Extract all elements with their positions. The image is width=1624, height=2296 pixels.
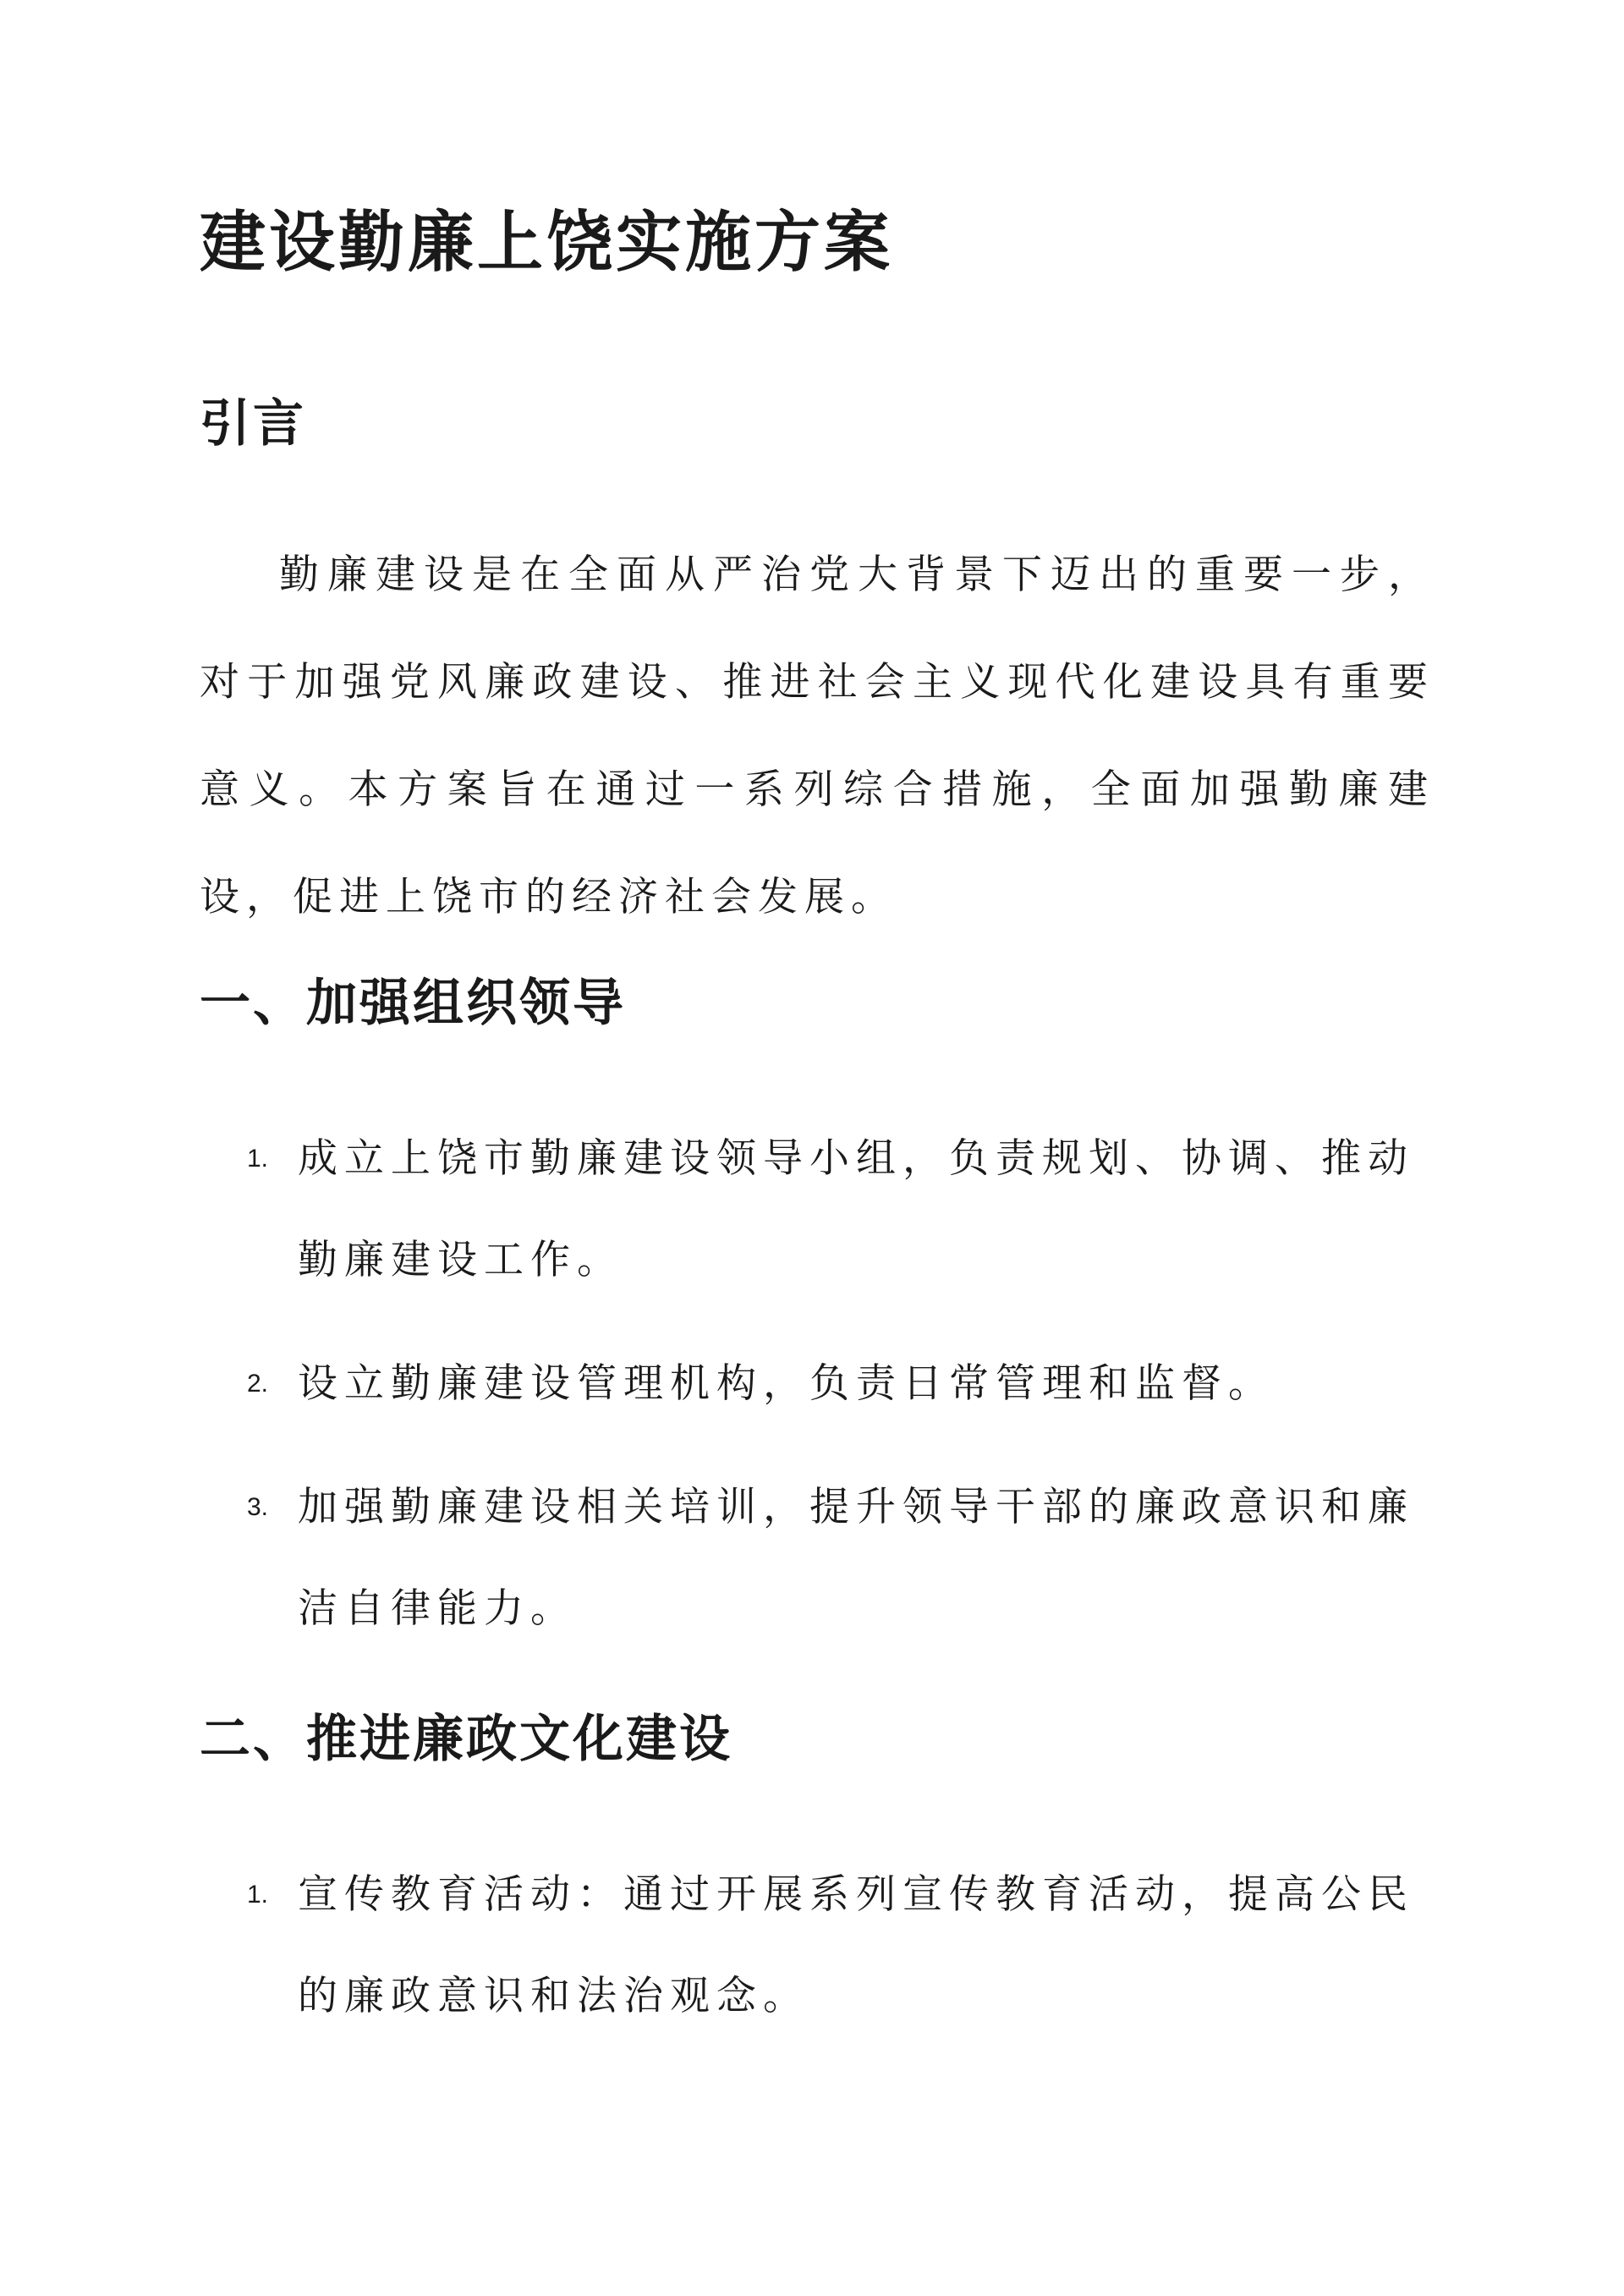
- list-item-number: 2.: [247, 1370, 269, 1398]
- list-item: [200, 1108, 1443, 1311]
- intro-heading: 引言: [200, 394, 306, 453]
- document-title: 建设勤廉上饶实施方案: [200, 204, 894, 281]
- section-2-heading: 二、推进廉政文化建设: [200, 1710, 732, 1769]
- list-item-text: 宣传教育活动：通过开展系列宣传教育活动，提高公民的廉政意识和法治观念。: [298, 1871, 1414, 2019]
- section-1-heading: 一、加强组织领导: [200, 974, 626, 1033]
- list-item-text: 成立上饶市勤廉建设领导小组，负责规划、协调、推动勤廉建设工作。: [298, 1135, 1414, 1283]
- section-2-list: [200, 1844, 1443, 2069]
- list-item: [200, 1457, 1443, 1660]
- list-item-text: 设立勤廉建设管理机构，负责日常管理和监督。: [298, 1360, 1275, 1407]
- intro-paragraph: 勤廉建设是在全面从严治党大背景下迈出的重要一步，对于加强党风廉政建设、推进社会主义现代化建设具有重要意义。本方案旨在通过一系列综合措施，全面加强勤廉建设，促进上饶市的经济社会发展。: [200, 552, 1435, 920]
- section-1-list: [200, 1108, 1443, 1682]
- list-item: [200, 1333, 1443, 1435]
- list-item-number: 1.: [247, 1145, 269, 1173]
- list-item: [200, 1844, 1443, 2047]
- list-item-number: 1.: [247, 1881, 269, 1909]
- list-item-text: 加强勤廉建设相关培训，提升领导干部的廉政意识和廉洁自律能力。: [298, 1484, 1414, 1632]
- list-item-number: 3.: [247, 1493, 269, 1521]
